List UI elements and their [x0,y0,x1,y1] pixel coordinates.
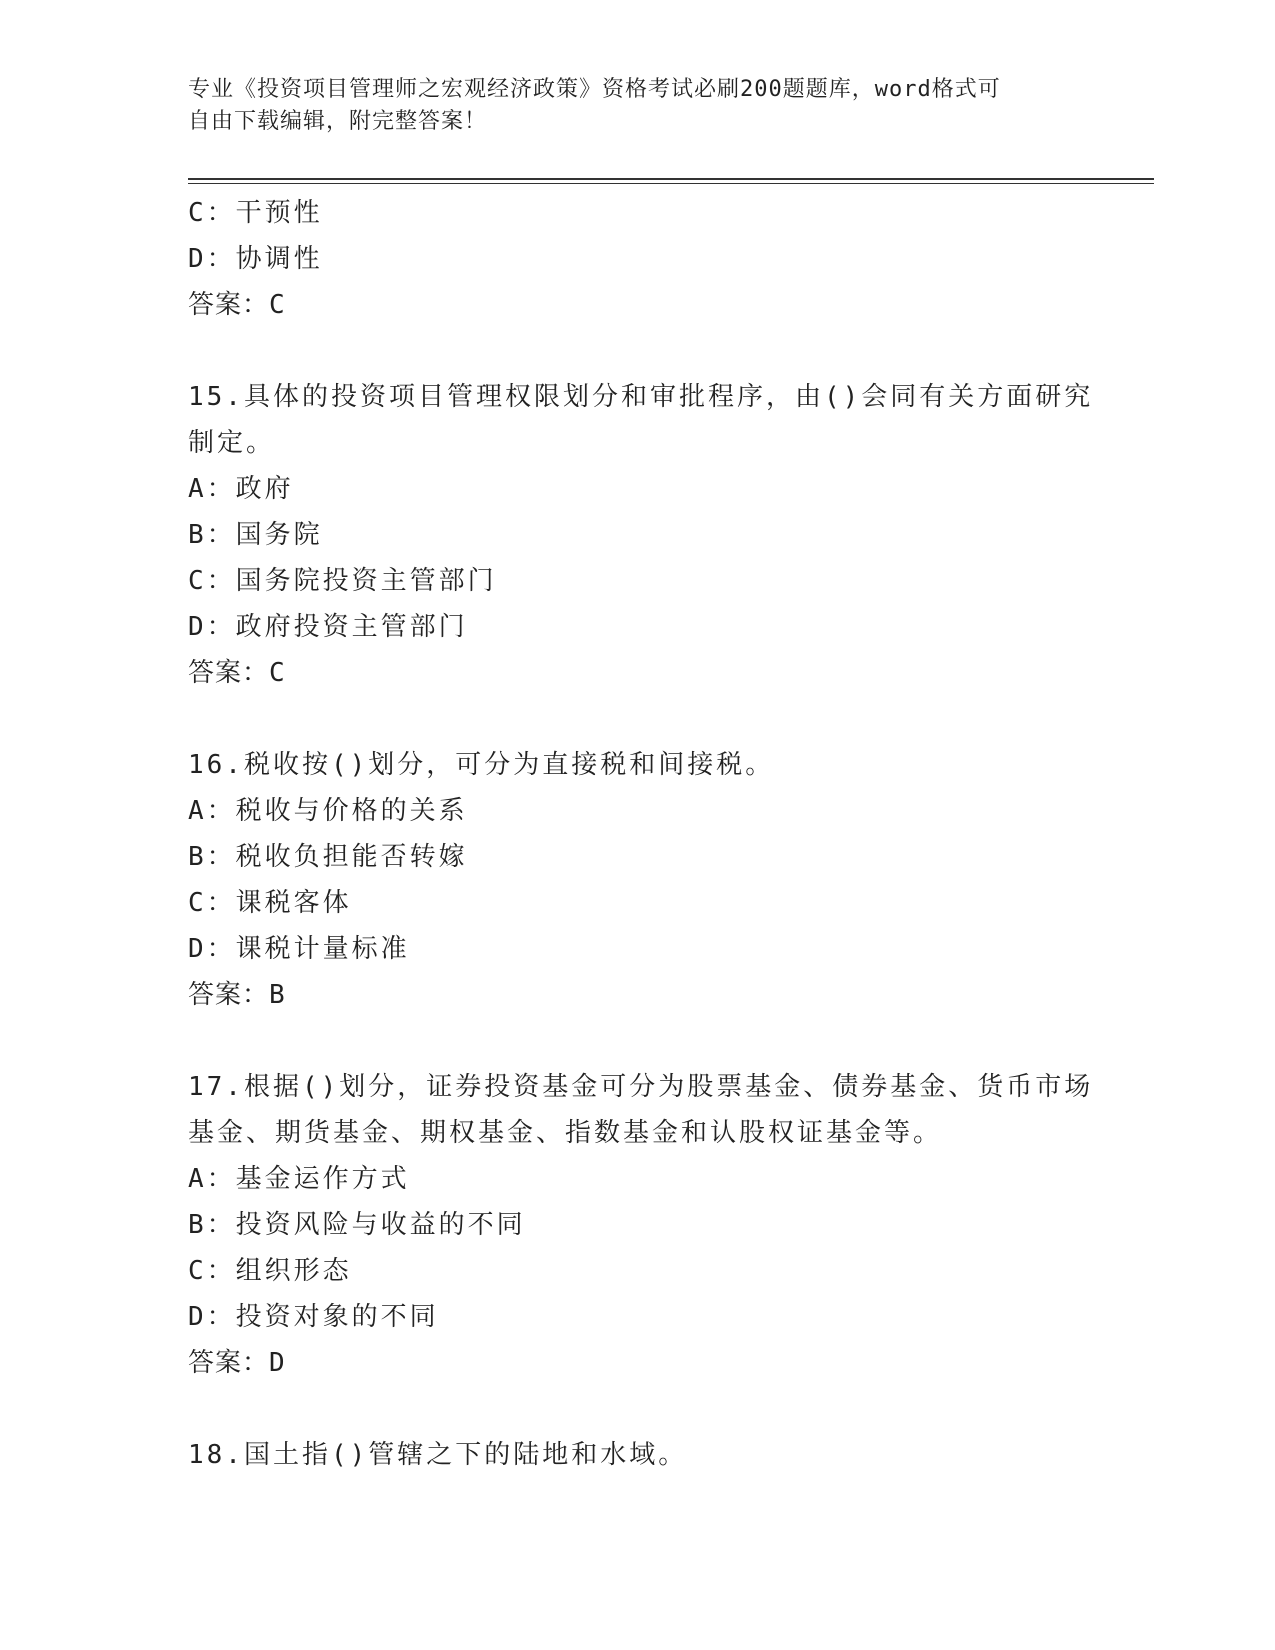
option-c: C：课税客体 [188,888,352,918]
document-header [188,74,1068,138]
option-d: D：政府投资主管部门 [188,612,468,642]
question-text: 16.税收按()划分，可分为直接税和间接税。 [188,750,775,780]
question-text: 17.根据()划分，证券投资基金可分为股票基金、债券基金、货币市场 [188,1072,1094,1102]
answer: 答案：B [188,980,286,1010]
question-text-cont: 基金、期货基金、期权基金、指数基金和认股权证基金等。 [188,1118,943,1148]
option-d: D：投资对象的不同 [188,1302,439,1332]
option-d: D：课税计量标准 [188,934,410,964]
answer: 答案：C [188,290,286,320]
option-a: A：税收与价格的关系 [188,796,468,826]
question-16 [188,742,1088,1018]
option-b: B：国务院 [188,520,323,550]
question-17 [188,1064,1094,1386]
option-c: C：组织形态 [188,1256,352,1286]
answer: 答案：D [188,1348,286,1378]
option-b: B：税收负担能否转嫁 [188,842,468,872]
option-c: C：国务院投资主管部门 [188,566,497,596]
question-text: 15.具体的投资项目管理权限划分和审批程序，由()会同有关方面研究 [188,382,1094,412]
answer: 答案：C [188,658,286,688]
header-line-2: 自由下载编辑，附完整答案！ [188,109,488,134]
option-d: D：协调性 [188,244,323,274]
question-list [188,190,1094,1478]
header-divider [188,178,1154,184]
option-a: A：基金运作方式 [188,1164,410,1194]
question-18 [188,1432,1088,1478]
option-c: C：干预性 [188,198,323,228]
header-line-1: 专业《投资项目管理师之宏观经济政策》资格考试必刷200题题库，word格式可 [188,77,1001,102]
question-15 [188,374,1094,696]
question-prev [188,190,1088,328]
option-a: A：政府 [188,474,294,504]
question-text-cont: 制定。 [188,428,276,458]
question-text: 18.国土指()管辖之下的陆地和水域。 [188,1440,688,1470]
option-b: B：投资风险与收益的不同 [188,1210,526,1240]
